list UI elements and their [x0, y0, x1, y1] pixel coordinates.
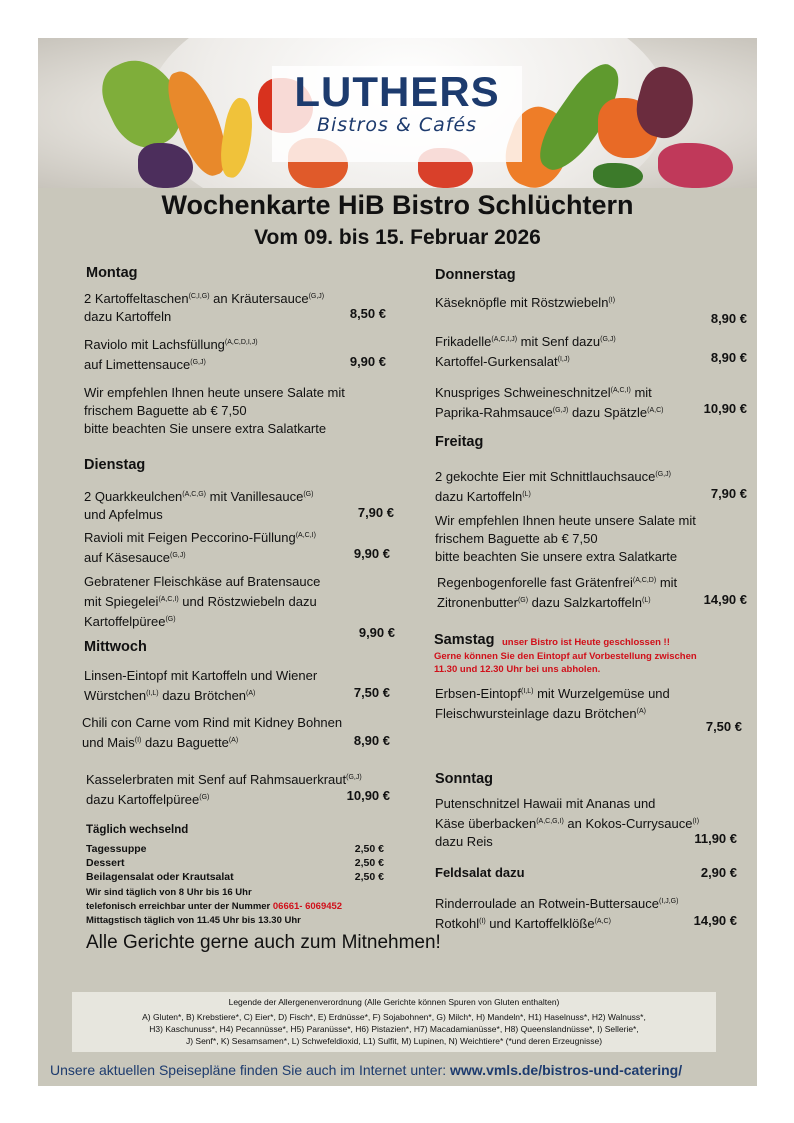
day-heading-freitag: Freitag — [435, 434, 484, 450]
price-freitag-2: 14,90 € — [703, 592, 747, 607]
legend-line: H3) Kaschunuss*, H4) Pecannüsse*, H5) Paranüsse*, H6) Pistazien*, H7) Macadamianüsse*, H8) Queenslandnüsse*, I) Sellerie*, — [149, 1024, 639, 1034]
footer-text: Unsere aktuellen Speisepläne finden Sie auch im Internet unter: — [50, 1062, 451, 1078]
price-mittwoch-3: 10,90 € — [346, 788, 390, 803]
day-heading-dienstag: Dienstag — [84, 457, 146, 473]
brand-logo — [272, 66, 522, 162]
footer — [50, 1062, 682, 1078]
takeaway-note: Alle Gerichte gerne auch zum Mitnehmen! — [86, 932, 441, 953]
dish-dienstag-1: 2 Quarkkeulchen$^{(A,C,G)}$ mit Vanillesauce$^{(G)}$ und Apfelmus — [84, 489, 314, 522]
price-montag-1: 8,50 € — [349, 306, 386, 321]
vegetable-image — [658, 143, 733, 188]
price-samstag-1: 7,50 € — [705, 719, 742, 734]
brand-tagline: Bistros & Cafés — [316, 114, 478, 136]
day-heading-sonntag: Sonntag — [435, 771, 493, 787]
vegetable-image — [138, 143, 193, 188]
opening-hours: Wir sind täglich von 8 Uhr bis 16 Uhr — [86, 887, 252, 898]
brand-name: LUTHERS — [294, 68, 500, 115]
price-dienstag-1: 7,90 € — [357, 505, 394, 520]
preorder-notice: Gerne können Sie den Eintopf auf Vorbestellung zwischen — [434, 651, 697, 662]
price-sonntag-1: 11,90 € — [694, 831, 737, 846]
price-sonntag-2: 2,90 € — [700, 865, 737, 880]
website-link[interactable]: www.vmls.de/bistros-und-catering/ — [450, 1062, 683, 1078]
daily-item-name: Dessert — [86, 857, 125, 869]
dish-sonntag-2: Feldsalat dazu — [435, 865, 525, 880]
dish-donnerstag-1: Käseknöpfle mit Röstzwiebeln$^{(I)}$ — [435, 295, 616, 310]
dish-donnerstag-2: Frikadelle$^{(A,C,I,J)}$ mit Senf dazu$^{(G,J)}$ Kartoffel-Gurkensalat$^{(I,J)}$ — [435, 334, 616, 369]
dish-freitag-1: 2 gekochte Eier mit Schnittlauchsauce$^{(G,J)}$ dazu Kartoffeln$^{(L)}$ — [435, 469, 671, 504]
dish-montag-2: Raviolo mit Lachsfüllung$^{(A,C,D,I,J)}$ auf Limettensauce$^{(G,J)}$ — [84, 337, 258, 372]
price-dienstag-3: 9,90 € — [358, 625, 395, 640]
phone-number[interactable]: 06661- 6069452 — [272, 901, 343, 912]
day-heading-samstag: Samstag — [434, 632, 495, 648]
daily-item-name: Beilagensalat oder Krautsalat — [86, 871, 234, 883]
menu-title: Wochenkarte HiB Bistro Schlüchtern — [161, 190, 634, 220]
dish-mittwoch-1: Linsen-Eintopf mit Kartoffeln und Wiener Würstchen$^{(I,L)}$ dazu Brötchen$^{(A)}$ — [84, 668, 318, 703]
day-heading-montag: Montag — [86, 265, 138, 281]
price-donnerstag-3: 10,90 € — [703, 401, 747, 416]
price-sonntag-3: 14,90 € — [693, 913, 737, 928]
dish-donnerstag-3: Knuspriges Schweineschnitzel$^{(A,C,I)}$ mit Paprika-Rahmsauce$^{(G,J)}$ dazu Spätzle$^{(A,C)}$ — [435, 385, 664, 420]
legend-line: J) Senf*, K) Sesamsamen*, L) Schwefeldioxid, L1) Sulfit, M) Lupinen, N) Weichtiere* (*und deren Erzeugnisse) — [185, 1036, 603, 1046]
dish-samstag-1: Erbsen-Eintopf$^{(I,L)}$ mit Wurzelgemüse und Fleischwursteinlage dazu Brötchen$^{(A)}$ — [435, 686, 670, 721]
dish-mittwoch-2: Chili con Carne vom Rind mit Kidney Bohnen und Mais$^{(I)}$ dazu Baguette$^{(A)}$ — [82, 715, 343, 750]
dish-mittwoch-3: Kasselerbraten mit Senf auf Rahmsauerkraut$^{(G,J)}$ dazu Kartoffelpüree$^{(G)}$ — [86, 772, 362, 807]
preorder-notice: 11.30 und 12.30 Uhr bei uns abholen. — [434, 664, 601, 675]
price-mittwoch-2: 8,90 € — [353, 733, 390, 748]
daily-item-price: 2,50 € — [354, 843, 384, 855]
dish-dienstag-2: Ravioli mit Feigen Peccorino-Füllung$^{(A,C,I)}$ auf Käsesauce$^{(G,J)}$ — [84, 530, 316, 565]
salad-note-freitag: Wir empfehlen Ihnen heute unsere Salate mit frischem Baguette ab € 7,50 bitte beachten Sie unsere extra Salatkarte — [435, 513, 696, 564]
legend-line: A) Gluten*, B) Krebstiere*, C) Eier*, D) Fisch*, E) Erdnüsse*, F) Sojabohnen*, G) Milch*, H) Mandeln*, H1) Haselnuss*, H2) Walnuss*, — [142, 1012, 646, 1022]
phone-info: telefonisch erreichbar unter der Nummer 06661- 6069452 — [86, 901, 343, 912]
dish-dienstag-3: Gebratener Fleischkäse auf Bratensauce mit Spiegelei$^{(A,C,I)}$ und Röstzwiebeln dazu Kartoffelpüree$^{(G)}$ — [84, 574, 321, 629]
menu-dates: Vom 09. bis 15. Februar 2026 — [254, 226, 541, 249]
daily-item-name: Tagessuppe — [86, 843, 147, 855]
price-donnerstag-1: 8,90 € — [710, 311, 747, 326]
allergen-legend — [72, 992, 716, 1052]
dish-sonntag-1: Putenschnitzel Hawaii mit Ananas und Käse überbacken$^{(A,C,G,I)}$ an Kokos-Currysauce$^{(I)}$ dazu Reis — [435, 796, 700, 849]
price-donnerstag-2: 8,90 € — [710, 350, 747, 365]
daily-item-price: 2,50 € — [354, 857, 384, 869]
price-dienstag-2: 9,90 € — [353, 546, 390, 561]
closed-notice: unser Bistro ist Heute geschlossen !! — [502, 637, 670, 648]
salad-note-montag: Wir empfehlen Ihnen heute unsere Salate mit frischem Baguette ab € 7,50 bitte beachten Sie unsere extra Salatkarte — [84, 385, 345, 436]
price-mittwoch-1: 7,50 € — [353, 685, 390, 700]
vegetable-image — [593, 163, 643, 188]
dish-freitag-2: Regenbogenforelle fast Grätenfrei$^{(A,C,D)}$ mit Zitronenbutter$^{(G)}$ dazu Salzkartoffeln$^{(L)}$ — [437, 575, 678, 610]
price-freitag-1: 7,90 € — [710, 486, 747, 501]
day-heading-donnerstag: Donnerstag — [435, 267, 516, 283]
day-heading-mittwoch: Mittwoch — [84, 639, 147, 655]
daily-item-price: 2,50 € — [354, 871, 384, 883]
dish-montag-1: 2 Kartoffeltaschen$^{(C,I,G)}$ an Kräutersauce$^{(G,J)}$ dazu Kartoffeln — [84, 291, 325, 324]
legend-title: Legende der Allergenenverordnung (Alle Gerichte können Spuren von Gluten enthalten) — [228, 997, 560, 1007]
price-montag-2: 9,90 € — [349, 354, 386, 369]
daily-heading: Täglich wechselnd — [86, 824, 189, 836]
dish-sonntag-3: Rinderroulade an Rotwein-Buttersauce$^{(I,J,G)}$ Rotkohl$^{(I)}$ und Kartoffelklöße$^{(A,C)}$ — [435, 896, 679, 931]
lunch-hours: Mittagstisch täglich von 11.45 Uhr bis 13.30 Uhr — [86, 915, 301, 926]
